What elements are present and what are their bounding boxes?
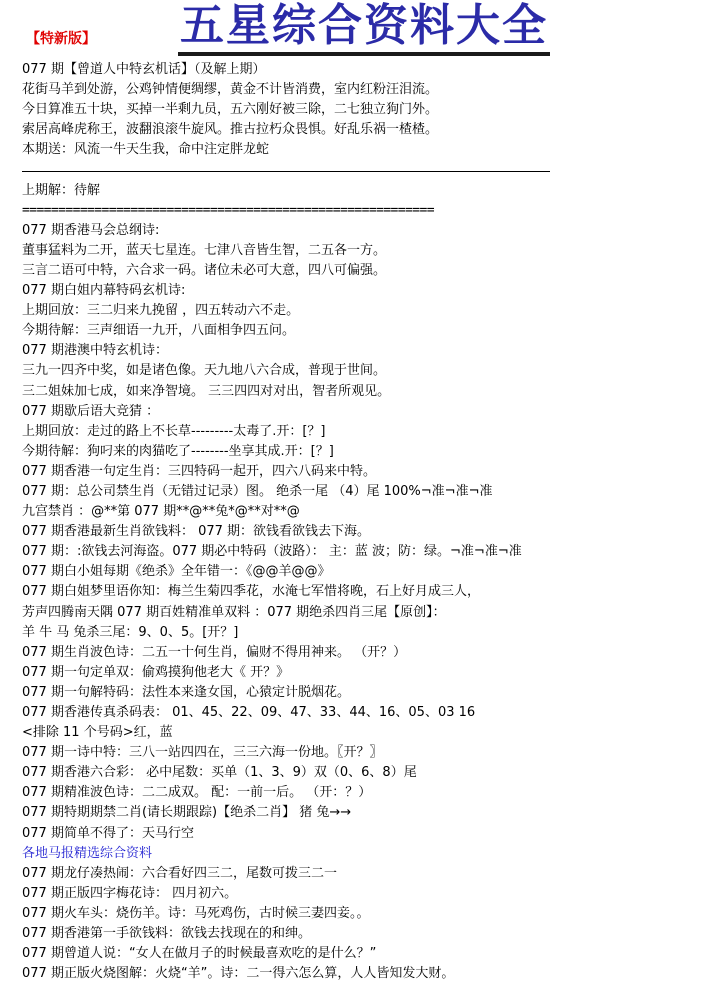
edition-badge: 【特新版】	[26, 31, 96, 47]
text-line: 077 期歇后语大竞猜 ：	[22, 403, 160, 419]
text-line: 077 期【曾道人中特玄机话】（及解上期）	[22, 62, 266, 77]
page-header	[0, 0, 702, 60]
text-line: 077 期火车头：烧伤羊。诗：马死鸡伤，古时候三妻四妾。。	[22, 905, 370, 921]
text-line: 077 期香港马会总纲诗:	[22, 222, 160, 238]
text-line: 芳声四腾南天隅 077 期百姓精准单双料 ：077 期绝杀四肖三尾【原创】：	[22, 604, 446, 620]
text-line: 077 期生肖波色诗：二五一十何生肖，偏财不得用神来。 （开？）	[22, 644, 407, 660]
text-line: 九宫禁肖 ：@**第 077 期**@**兔*@**对**@	[22, 504, 300, 520]
text-line: 今期待解：三声细语一九开，八面相争四五问。	[22, 323, 296, 339]
text-line: 077 期一句解特码：法性本来逢女国，心猿定计脱烟花。	[22, 684, 350, 700]
text-line: 本期送：风流一牛天生我，命中注定胖龙蛇	[22, 142, 270, 158]
text-line: 上期回放：三二归来九挽留 ，四五转动六不走。	[22, 303, 300, 319]
divider-rule	[22, 171, 550, 172]
text-line: 077 期香港最新生肖欲钱料： 077 期：欲钱看欲钱去下海。	[22, 524, 371, 540]
text-line: 077 期特期期禁二肖(请长期跟踪)【绝杀二肖】 猪 兔→→	[22, 805, 352, 821]
page-title: 五星综合资料大全	[180, 0, 548, 51]
text-line: 077 期白小姐每期《绝杀》全年错一：《@@羊@@》	[22, 564, 331, 580]
text-line: 今期待解：狗叼来的肉猫吃了--------坐享其成.开：[？]	[22, 443, 334, 459]
double-divider: =========================================================	[22, 202, 434, 218]
text-line: 077 期精准波色诗：二二成双。 配：一前一后。 （开：？）	[22, 785, 372, 801]
divider-line	[22, 160, 692, 180]
text-line: 077 期一诗中特：三八一站四四在，三三六海一份地。〖开？〗	[22, 745, 383, 761]
text-line: 上期回放：走过的路上不长草---------太毒了.开：[？]	[22, 423, 326, 439]
text-line: 077 期正版四字梅花诗： 四月初六。	[22, 885, 238, 901]
article-body	[22, 60, 692, 984]
text-line: 董事猛料为二开，蓝天七星连。七津八音皆生智，二五各一方。	[22, 242, 387, 258]
text-line: 077 期港澳中特玄机诗：	[22, 343, 168, 359]
text-line: 三九一四齐中奖，如是诸色像。天九地八六合成，普现于世间。	[22, 363, 387, 379]
text-line: 上期解：待解	[22, 182, 101, 198]
text-line: 077 期香港第一手欲钱料：欲钱去找现在的和绅。	[22, 926, 311, 942]
text-line: 花街马羊到处游，公鸡钟情便绸缪，黄金不计皆消费，室内红粉汪泪流。	[22, 82, 439, 98]
text-line: 羊 牛 马 兔杀三尾：9、0、5。[开？]	[22, 624, 239, 640]
text-line: 077 期龙仔凑热闹：六合看好四三二，尾数可拨三二一	[22, 865, 337, 881]
text-line: 077 期白姐内幕特码玄机诗:	[22, 283, 186, 299]
text-line: 077 期正版火烧图解：火烧“羊”。诗：二一得六怎么算，人人皆知发大财。	[22, 966, 455, 982]
text-line: 077 期香港传真杀码表： 01、45、22、09、47、33、44、16、05、03 16	[22, 705, 476, 720]
text-line: 077 期白姐梦里语你知：梅兰生菊四季花，水淹七军惜将晚，石上好月成三人，	[22, 584, 480, 600]
text-line: 今日算准五十块，买掉一半剩九员，五六刚好被三除，二七独立狗门外。	[22, 102, 439, 118]
text-line: 三言二语可中特，六合求一码。诸位未必可大意，四八可偏强。	[22, 262, 387, 278]
text-line: 077 期一句定单双：偷鸡摸狗他老大《 开？》	[22, 664, 290, 680]
text-line: 077 期香港一句定生肖：三四特码一起开，四六八码来中特。	[22, 463, 376, 479]
text-line: 077 期香港六合彩： 必中尾数：买单（1、3、9）双（0、6、8）尾	[22, 765, 417, 781]
text-line: 077 期：总公司禁生肖（无错过记录）图。 绝杀一尾 （4）尾 100%¬准¬准¬准	[22, 483, 493, 499]
text-line: 077 期曾道人说：“女人在做月子的时候最喜欢吃的是什么？”	[22, 946, 377, 962]
text-line: 077 期简单不得了：天马行空	[22, 825, 194, 841]
text-line: 索居高峰虎称王，波翻浪滚牛旋风。推古拉朽众畏惧。好乱乐祸一楂楂。	[22, 122, 439, 138]
text-line: 三二姐妹加七成，如来净智境。 三三四四对对出，智者所观见。	[22, 383, 391, 399]
text-line: 各地马报精选综合资料	[22, 845, 153, 861]
title-underline	[178, 52, 550, 56]
text-line: 077 期：:欲钱去河海盗。077 期必中特码（波路）： 主：蓝 波；防：绿。¬准¬准¬准	[22, 544, 522, 560]
text-line: <排除 11 个号码>红，蓝	[22, 725, 173, 741]
